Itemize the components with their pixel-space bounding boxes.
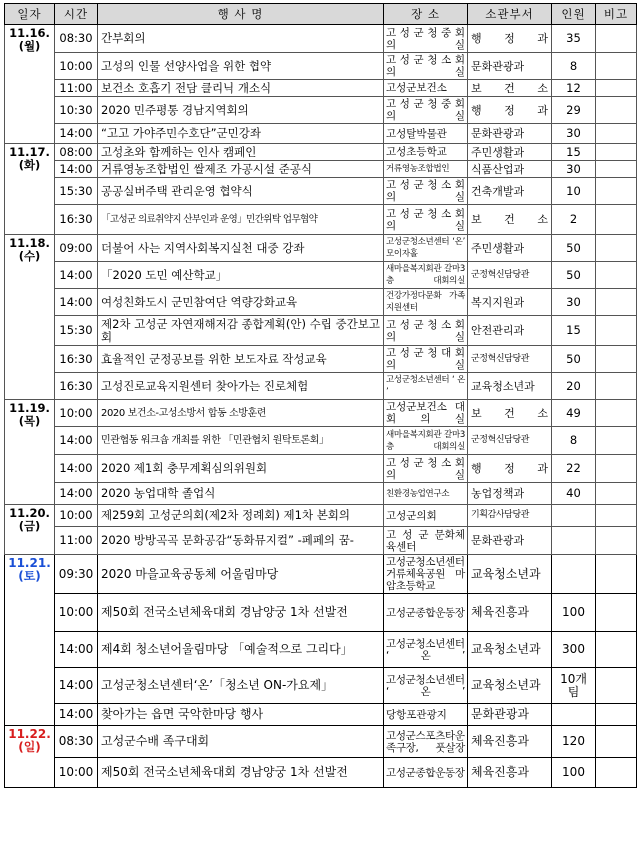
event-cell: 거류영농조합법인 쌀제조 가공시설 준공식 <box>98 161 384 178</box>
table-row <box>5 373 637 400</box>
weekday-label: (목) <box>18 414 41 428</box>
count-cell: 10개 팀 <box>552 668 596 704</box>
count-cell: 100 <box>552 594 596 632</box>
event-cell: 2020 민주평통 경남지역회의 <box>98 97 384 124</box>
table-row <box>5 80 637 97</box>
note-cell <box>596 346 637 373</box>
header-date: 일자 <box>5 4 55 25</box>
count-cell: 300 <box>552 632 596 668</box>
table-row <box>5 704 637 726</box>
note-cell <box>596 594 637 632</box>
note-cell <box>596 726 637 758</box>
table-row <box>5 668 637 704</box>
note-cell <box>596 144 637 161</box>
time-cell: 08:30 <box>55 25 98 53</box>
count-cell: 8 <box>552 53 596 80</box>
note-cell <box>596 97 637 124</box>
event-cell: “고고 가야주민수호단”군민강좌 <box>98 124 384 144</box>
date-label: 11.17. <box>9 145 50 159</box>
date-cell <box>5 235 55 400</box>
note-cell <box>596 400 637 427</box>
dept-cell: 보 건 소 <box>468 400 552 427</box>
table-row <box>5 25 637 53</box>
date-label: 11.21. <box>8 556 51 570</box>
table-row <box>5 235 637 262</box>
place-cell: 거류영농조합법인 <box>384 161 468 178</box>
event-cell: 찾아가는 읍면 국악한마당 행사 <box>98 704 384 726</box>
count-cell: 12 <box>552 80 596 97</box>
schedule-table <box>4 3 637 788</box>
dept-cell: 식품산업과 <box>468 161 552 178</box>
place-cell: 고 성 군 청 소 회 의 실 <box>384 178 468 205</box>
place-cell: 고성군청소년센터 ‘ 온 ’ <box>384 632 468 668</box>
note-cell <box>596 289 637 316</box>
count-cell: 22 <box>552 455 596 483</box>
time-cell: 14:00 <box>55 704 98 726</box>
header-place: 장 소 <box>384 4 468 25</box>
time-cell: 16:30 <box>55 346 98 373</box>
dept-cell: 농업정책과 <box>468 483 552 505</box>
count-cell: 15 <box>552 316 596 346</box>
note-cell <box>596 632 637 668</box>
place-cell: 새마을복지회관 갈마3층 대회의실 <box>384 262 468 289</box>
table-row <box>5 53 637 80</box>
dept-cell: 건축개발과 <box>468 178 552 205</box>
place-cell: 고성군보건소 <box>384 80 468 97</box>
count-cell: 8 <box>552 427 596 455</box>
dept-cell: 문화관광과 <box>468 704 552 726</box>
time-cell: 11:00 <box>55 80 98 97</box>
time-cell: 10:00 <box>55 400 98 427</box>
note-cell <box>596 205 637 235</box>
note-cell <box>596 758 637 788</box>
event-cell: 고성초와 함께하는 인사 캠페인 <box>98 144 384 161</box>
count-cell: 30 <box>552 289 596 316</box>
date-label: 11.18. <box>9 236 50 250</box>
count-cell: 35 <box>552 25 596 53</box>
dept-cell: 체육진흥과 <box>468 758 552 788</box>
time-cell: 10:00 <box>55 53 98 80</box>
dept-cell: 문화관광과 <box>468 53 552 80</box>
event-cell: 제50회 전국소년체육대회 경남양궁 1차 선발전 <box>98 758 384 788</box>
count-cell <box>552 505 596 527</box>
date-cell <box>5 726 55 788</box>
dept-cell: 보 건 소 <box>468 80 552 97</box>
event-cell: 고성군수배 족구대회 <box>98 726 384 758</box>
place-cell: 당항포관광지 <box>384 704 468 726</box>
dept-cell: 행 정 과 <box>468 455 552 483</box>
header-dept: 소관부서 <box>468 4 552 25</box>
place-cell: 고성군청소년센터 ‘ 온 ’ <box>384 668 468 704</box>
dept-cell: 군정혁신담당관 <box>468 346 552 373</box>
count-cell <box>552 555 596 594</box>
count-cell: 30 <box>552 124 596 144</box>
event-cell: 고성의 인물 선양사업을 위한 협약 <box>98 53 384 80</box>
header-row <box>5 4 637 25</box>
dept-cell: 문화관광과 <box>468 124 552 144</box>
weekday-label: (토) <box>18 569 41 583</box>
event-cell: 2020 방방곡곡 문화공감“동화뮤지컬” -페페의 꿈- <box>98 527 384 555</box>
table-row <box>5 289 637 316</box>
table-row <box>5 346 637 373</box>
table-row <box>5 161 637 178</box>
table-row <box>5 527 637 555</box>
note-cell <box>596 505 637 527</box>
dept-cell: 체육진흥과 <box>468 594 552 632</box>
count-cell: 49 <box>552 400 596 427</box>
time-cell: 10:00 <box>55 758 98 788</box>
place-cell: 고 성 군 문화체육센터 <box>384 527 468 555</box>
table-row <box>5 316 637 346</box>
time-cell: 15:30 <box>55 178 98 205</box>
note-cell <box>596 161 637 178</box>
date-label: 11.16. <box>9 26 50 40</box>
place-cell: 고성군의회 <box>384 505 468 527</box>
place-cell: 고 성 군 청 소 회 의 실 <box>384 205 468 235</box>
dept-cell: 주민생활과 <box>468 235 552 262</box>
count-cell: 30 <box>552 161 596 178</box>
note-cell <box>596 262 637 289</box>
table-row <box>5 555 637 594</box>
time-cell: 11:00 <box>55 527 98 555</box>
event-cell: 「고성군 의료취약지 산부인과 운영」민간위탁 업무협약 <box>98 205 384 235</box>
table-row <box>5 262 637 289</box>
event-cell: 제50회 전국소년체육대회 경남양궁 1차 선발전 <box>98 594 384 632</box>
count-cell: 100 <box>552 758 596 788</box>
dept-cell: 군정혁신담당관 <box>468 427 552 455</box>
date-cell <box>5 25 55 144</box>
count-cell <box>552 704 596 726</box>
note-cell <box>596 25 637 53</box>
time-cell: 14:00 <box>55 124 98 144</box>
note-cell <box>596 427 637 455</box>
note-cell <box>596 178 637 205</box>
dept-cell: 교육청소년과 <box>468 668 552 704</box>
time-cell: 09:00 <box>55 235 98 262</box>
table-row <box>5 124 637 144</box>
place-cell: 새마을복지회관 갈마3층 대회의실 <box>384 427 468 455</box>
note-cell <box>596 235 637 262</box>
table-row <box>5 483 637 505</box>
dept-cell: 안전관리과 <box>468 316 552 346</box>
note-cell <box>596 124 637 144</box>
place-cell: 친환경농업연구소 <box>384 483 468 505</box>
place-cell: 고 성 군 청 중 회 의 실 <box>384 25 468 53</box>
event-cell: 민관협동 워크숍 개최를 위한 「민관협치 원탁토론회」 <box>98 427 384 455</box>
dept-cell: 행 정 과 <box>468 97 552 124</box>
table-row <box>5 594 637 632</box>
time-cell: 14:00 <box>55 632 98 668</box>
note-cell <box>596 483 637 505</box>
note-cell <box>596 373 637 400</box>
dept-cell: 기획감사담당관 <box>468 505 552 527</box>
note-cell <box>596 455 637 483</box>
table-row <box>5 632 637 668</box>
count-cell: 2 <box>552 205 596 235</box>
table-row <box>5 726 637 758</box>
count-cell: 50 <box>552 235 596 262</box>
weekday-label: (월) <box>18 39 41 53</box>
header-time: 시간 <box>55 4 98 25</box>
date-cell <box>5 400 55 505</box>
event-cell: 고성진로교육지원센터 찾아가는 진로체험 <box>98 373 384 400</box>
event-cell: 「2020 도민 예산학교」 <box>98 262 384 289</box>
dept-cell: 복지지원과 <box>468 289 552 316</box>
event-cell: 제2차 고성군 자연재해저감 종합계획(안) 수립 중간보고회 <box>98 316 384 346</box>
count-cell: 15 <box>552 144 596 161</box>
event-cell: 2020 마을교육공동체 어울림마당 <box>98 555 384 594</box>
time-cell: 14:00 <box>55 668 98 704</box>
time-cell: 14:00 <box>55 455 98 483</box>
event-cell: 공공실버주택 관리운영 협약식 <box>98 178 384 205</box>
count-cell: 20 <box>552 373 596 400</box>
table-row <box>5 758 637 788</box>
date-cell <box>5 505 55 555</box>
time-cell: 14:00 <box>55 262 98 289</box>
table-row <box>5 178 637 205</box>
place-cell: 건강가정다문화 가족지원센터 <box>384 289 468 316</box>
dept-cell: 주민생활과 <box>468 144 552 161</box>
date-cell <box>5 555 55 726</box>
table-row <box>5 455 637 483</box>
event-cell: 2020 제1회 충무계획심의위원회 <box>98 455 384 483</box>
weekday-label: (수) <box>18 249 41 263</box>
count-cell: 50 <box>552 346 596 373</box>
place-cell: 고성군스포츠타운 족구장, 풋살장 <box>384 726 468 758</box>
table-row <box>5 427 637 455</box>
place-cell: 고성탈박물관 <box>384 124 468 144</box>
date-label: 11.20. <box>9 506 50 520</box>
event-cell: 더불어 사는 지역사회복지실천 대중 강좌 <box>98 235 384 262</box>
time-cell: 08:00 <box>55 144 98 161</box>
weekday-label: (일) <box>18 740 41 754</box>
event-cell: 효율적인 군정공보를 위한 보도자료 작성교육 <box>98 346 384 373</box>
count-cell: 40 <box>552 483 596 505</box>
time-cell: 14:00 <box>55 427 98 455</box>
place-cell: 고성군청소년센터 ‘ 온 ’ <box>384 373 468 400</box>
weekday-label: (화) <box>18 158 41 172</box>
note-cell <box>596 316 637 346</box>
place-cell: 고성군청소년센터 거류체육공원 마암초등학교 <box>384 555 468 594</box>
header-event: 행 사 명 <box>98 4 384 25</box>
dept-cell: 교육청소년과 <box>468 555 552 594</box>
note-cell <box>596 704 637 726</box>
place-cell: 고성군청소년센터 ‘온’ 모이자홀 <box>384 235 468 262</box>
place-cell: 고 성 군 청 소 회 의 실 <box>384 53 468 80</box>
dept-cell: 군정혁신담당관 <box>468 262 552 289</box>
event-cell: 2020 농업대학 졸업식 <box>98 483 384 505</box>
table-row <box>5 97 637 124</box>
time-cell: 09:30 <box>55 555 98 594</box>
dept-cell: 문화관광과 <box>468 527 552 555</box>
time-cell: 16:30 <box>55 373 98 400</box>
table-row <box>5 205 637 235</box>
count-cell: 50 <box>552 262 596 289</box>
place-cell: 고 성 군 청 대 회 의 실 <box>384 346 468 373</box>
event-cell: 보건소 호흡기 전담 클리닉 개소식 <box>98 80 384 97</box>
dept-cell: 체육진흥과 <box>468 726 552 758</box>
date-label: 11.19. <box>9 401 50 415</box>
header-note: 비고 <box>596 4 637 25</box>
count-cell: 120 <box>552 726 596 758</box>
count-cell: 10 <box>552 178 596 205</box>
count-cell <box>552 527 596 555</box>
date-cell <box>5 144 55 235</box>
time-cell: 08:30 <box>55 726 98 758</box>
time-cell: 14:00 <box>55 161 98 178</box>
dept-cell: 보 건 소 <box>468 205 552 235</box>
place-cell: 고 성 군 청 소 회 의 실 <box>384 316 468 346</box>
place-cell: 고성군종합운동장 <box>384 594 468 632</box>
event-cell: 여성친화도시 군민참여단 역량강화교육 <box>98 289 384 316</box>
dept-cell: 교육청소년과 <box>468 373 552 400</box>
time-cell: 14:00 <box>55 289 98 316</box>
table-row <box>5 144 637 161</box>
weekday-label: (금) <box>18 519 41 533</box>
table-row <box>5 505 637 527</box>
time-cell: 14:00 <box>55 483 98 505</box>
note-cell <box>596 53 637 80</box>
dept-cell: 교육청소년과 <box>468 632 552 668</box>
place-cell: 고 성 군 청 소 회 의 실 <box>384 455 468 483</box>
header-count: 인원 <box>552 4 596 25</box>
time-cell: 16:30 <box>55 205 98 235</box>
place-cell: 고 성 군 청 중 회 의 실 <box>384 97 468 124</box>
place-cell: 고성초등학교 <box>384 144 468 161</box>
time-cell: 10:00 <box>55 505 98 527</box>
time-cell: 15:30 <box>55 316 98 346</box>
place-cell: 고성군종합운동장 <box>384 758 468 788</box>
schedule-body <box>5 25 637 788</box>
count-cell: 29 <box>552 97 596 124</box>
place-cell: 고성군보건소 대 회 의 실 <box>384 400 468 427</box>
note-cell <box>596 80 637 97</box>
event-cell: 간부회의 <box>98 25 384 53</box>
note-cell <box>596 555 637 594</box>
event-cell: 고성군청소년센터‘온’「청소년 ON-가요제」 <box>98 668 384 704</box>
time-cell: 10:00 <box>55 594 98 632</box>
event-cell: 제259회 고성군의회(제2차 정례회) 제1차 본회의 <box>98 505 384 527</box>
table-row <box>5 400 637 427</box>
time-cell: 10:30 <box>55 97 98 124</box>
note-cell <box>596 668 637 704</box>
event-cell: 2020 보건소-고성소방서 합동 소방훈련 <box>98 400 384 427</box>
date-label: 11.22. <box>8 727 51 741</box>
dept-cell: 행 정 과 <box>468 25 552 53</box>
event-cell: 제4회 청소년어울림마당 「예술적으로 그리다」 <box>98 632 384 668</box>
note-cell <box>596 527 637 555</box>
